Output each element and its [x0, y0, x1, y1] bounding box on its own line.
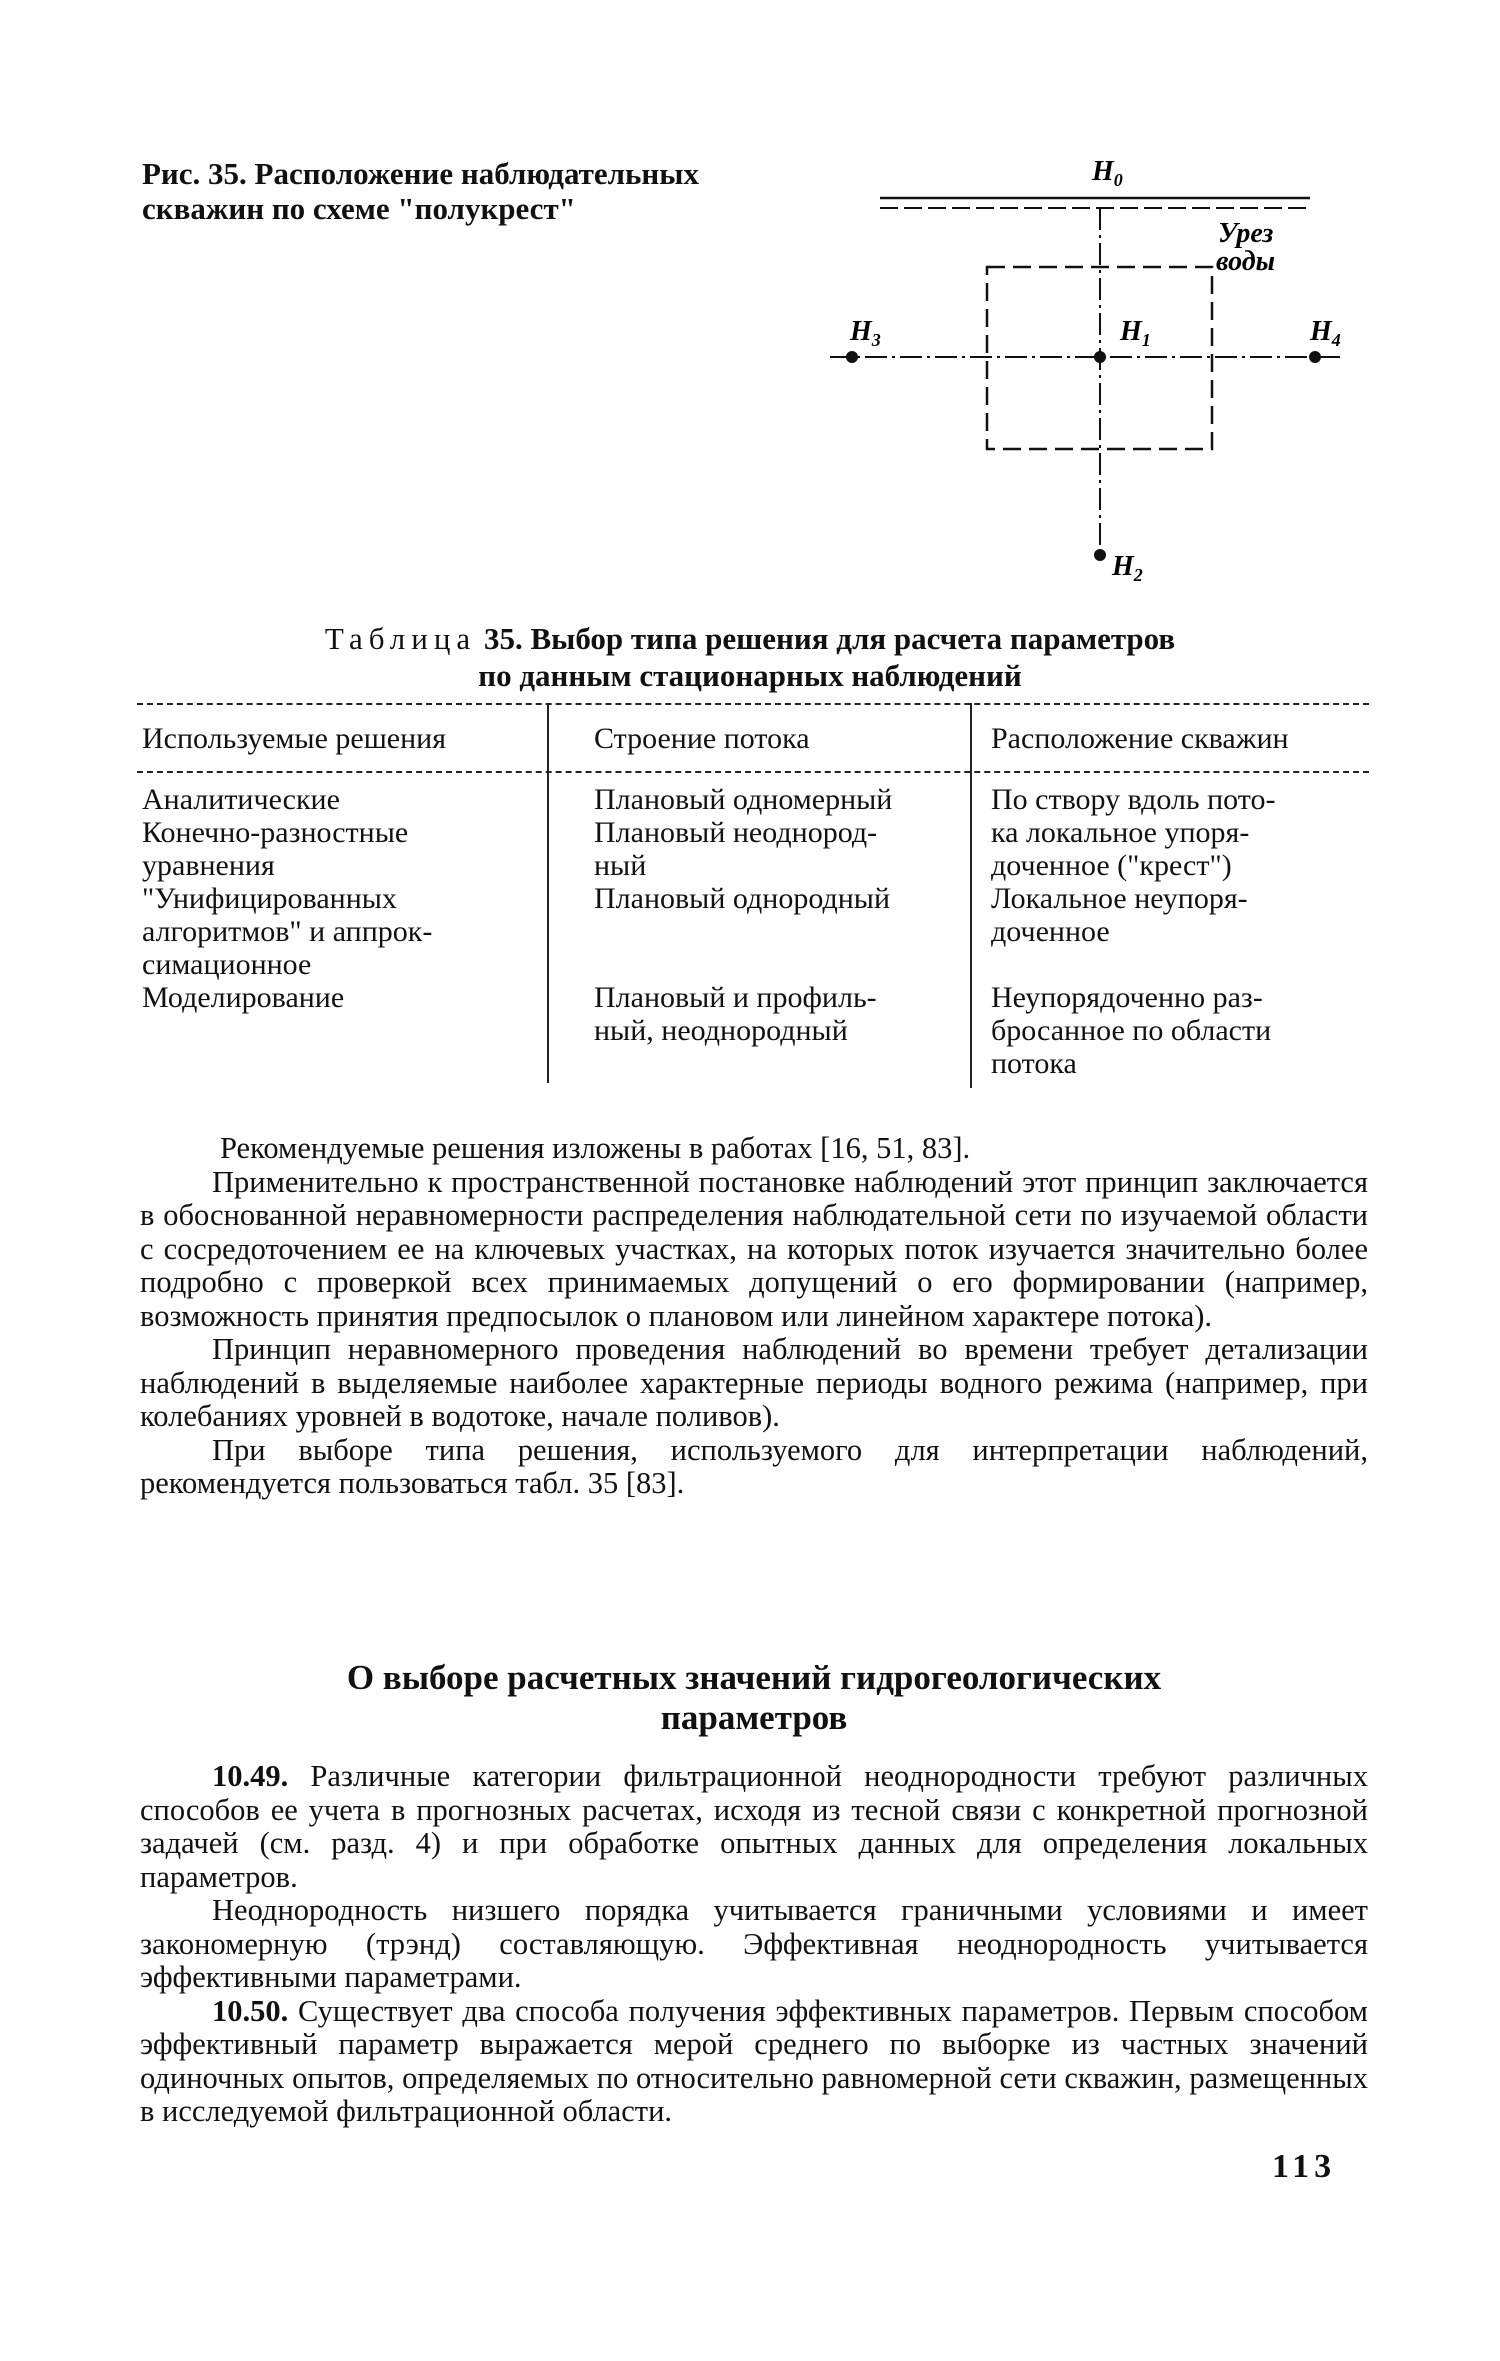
table-cell: доченное ("крест"): [991, 849, 1232, 882]
table-cell: Конечно-разностные: [142, 816, 409, 849]
table-cell: Плановый неоднород-: [594, 816, 878, 849]
paragraph-10-50: [140, 1995, 1368, 2129]
table-header-solutions: Используемые решения: [142, 722, 447, 755]
table-cell: Локальное неупоря-: [991, 882, 1248, 915]
label-h0: $H_0$: [1092, 156, 1123, 190]
label-water-edge-1: Урез: [1218, 218, 1274, 249]
paragraph-10-49: [140, 1760, 1368, 1894]
body-text-block-1: [140, 1132, 1368, 1501]
label-water-edge-2: воды: [1216, 246, 1276, 277]
solution-type-table: [137, 703, 1369, 1088]
well-h1-marker: [1094, 351, 1106, 363]
table-cell: Неупорядоченно раз-: [991, 981, 1263, 1014]
clause-number-10-50: 10.50.: [212, 1993, 289, 2028]
table-cell: Плановый однородный: [594, 882, 891, 915]
figure-caption-line-1: Рис. 35. Расположение наблюдательных: [142, 156, 700, 191]
label-h4: $H_4$: [1310, 316, 1341, 350]
section-heading-line-2: параметров: [660, 1698, 848, 1737]
well-h2-marker: [1094, 549, 1106, 561]
table-cell: Плановый одномерный: [594, 783, 893, 816]
label-h2: $H_2$: [1112, 551, 1143, 585]
table-cell: Аналитические: [142, 783, 340, 816]
table-col-well-placement-group-2: [991, 981, 1366, 1080]
paragraph-heterogeneity: Неоднородность низшего порядка учитывается граничными условиями и имеет закономерную (трэнд) составляющую. Эффективная неоднородность учитывается эффективными параметрами.: [140, 1893, 1368, 1994]
paragraph-time-principle: Принцип неравномерного проведения наблюдений во времени требует детализации наблюдений в выделяемые наиболее характерные периоды водного режима (например, при колебаниях уровней в водотоке, начале поливов).: [140, 1332, 1368, 1433]
table-col-flow-structure-group-2: [594, 981, 964, 1047]
table-caption-line-1: [140, 620, 1360, 657]
paragraph-spatial-principle: Применительно к пространственной постановке наблюдений этот принцип заключается в обоснованной неравномерности распределения наблюдательной сети по изучаемой области с сосредоточением ее на ключевых участках, на которых поток изучается значительно более подробно с проверкой всех принимаемых допущений о его формировании (например, возможность принятия предпосылок о плановом или линейном характере потока).: [140, 1164, 1368, 1333]
section-heading: [140, 1658, 1368, 1738]
clause-number-10-49: 10.49.: [212, 1759, 289, 1793]
paragraph-table-reference: При выборе типа решения, используемого для интерпретации наблюдений, рекомендуется пользоваться табл. 35 [83].: [140, 1432, 1368, 1500]
table-col-solutions: [142, 783, 537, 1014]
table-column-divider-2: [970, 703, 972, 1088]
table-caption-label: Таблица: [324, 621, 477, 656]
table-caption: [140, 620, 1360, 694]
paragraph-10-49-text: Различные категории фильтрационной неоднородности требуют различных способов ее учета в прогнозных расчетах, исходя из тесной связи с конкретной прогнозной задачей (см. разд. 4) и при обработке опытных данных для определения локальных параметров.: [140, 1759, 1368, 1894]
table-col-well-placement-group-1: [991, 783, 1366, 948]
table-caption-title: 35. Выбор типа решения для расчета параметров: [483, 621, 1176, 656]
table-cell: ка локальное упоря-: [991, 816, 1250, 849]
paragraph-10-50-text: Существует два способа получения эффективных параметров. Первым способом эффективный параметр выражается мерой среднего по выборке из частных значений одиночных опытов, определяемых по относительно равномерной сети скважин, размещенных в исследуемой фильтрационной области.: [140, 1993, 1368, 2128]
well-h4-marker: [1309, 351, 1321, 363]
table-cell: ный, неоднородный: [594, 1014, 848, 1047]
well-layout-diagram: [810, 150, 1370, 590]
figure-caption: [142, 156, 802, 226]
table-header-well-placement: Расположение скважин: [991, 722, 1289, 755]
table-cell: бросанное по области: [991, 1014, 1272, 1047]
page-number: 113: [1272, 2148, 1337, 2185]
label-h1: $H_1$: [1120, 316, 1151, 350]
table-cell: уравнения: [142, 849, 275, 882]
table-col-flow-structure-group-1: [594, 783, 964, 915]
table-cell: Плановый и профиль-: [594, 981, 877, 1014]
table-cell: симационное: [142, 948, 312, 981]
table-top-rule: [137, 703, 1369, 705]
table-caption-line-2: по данным стационарных наблюдений: [478, 658, 1022, 693]
section-heading-line-1: О выборе расчетных значений гидрогеологических: [346, 1658, 1162, 1697]
table-cell: ный: [594, 849, 647, 882]
table-header-rule: [137, 771, 1369, 773]
label-h3: $H_3$: [850, 316, 881, 350]
paragraph-recommended-works: Рекомендуемые решения изложены в работах [16, 51, 83].: [220, 1131, 971, 1165]
figure-caption-line-2: скважин по схеме "полукрест": [142, 191, 576, 226]
table-cell: доченное: [991, 915, 1110, 948]
body-text-block-2: [140, 1760, 1368, 2129]
table-cell: алгоритмов" и аппрок-: [142, 915, 433, 948]
table-cell: По створу вдоль пото-: [991, 783, 1276, 816]
table-header-flow-structure: Строение потока: [594, 722, 810, 755]
table-cell: потока: [991, 1047, 1077, 1080]
table-column-divider-1: [547, 703, 549, 1083]
table-cell: "Унифицированных: [142, 882, 397, 915]
well-h3-marker: [846, 351, 858, 363]
table-cell: Моделирование: [142, 981, 345, 1014]
